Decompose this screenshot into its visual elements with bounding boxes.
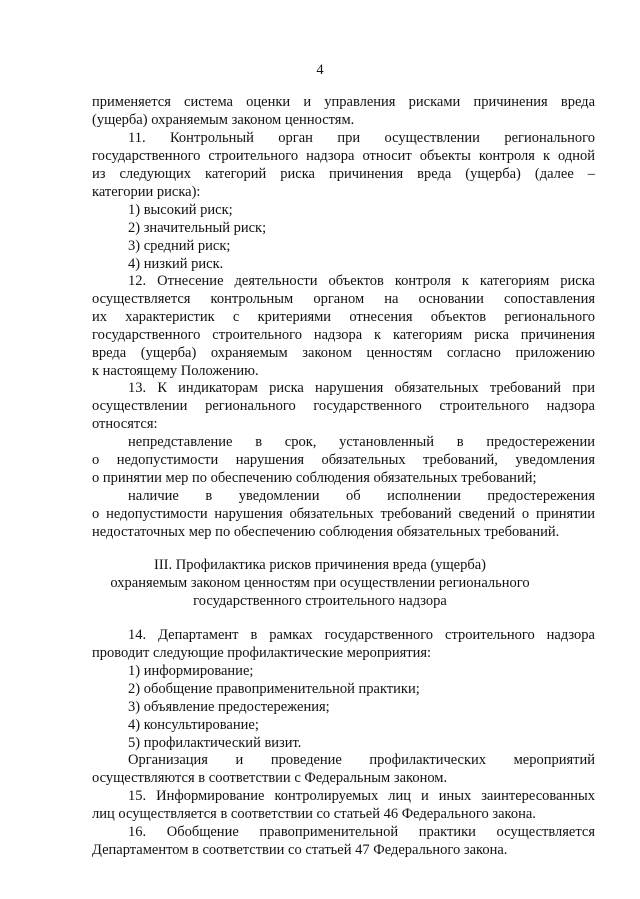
list-item: 1) высокий риск; [128,202,233,218]
text-line: применяется система оценки и управления рисками причинения вреда [92,94,595,110]
text-line: 13. К индикаторам риска нарушения обязательных требований при [128,380,595,396]
text-line: к настоящему Положению. [92,363,259,379]
list-item: 4) низкий риск. [128,256,224,272]
list-item: 4) консультирование; [128,717,259,733]
text-line: вреда (ущерба) охраняемым законом ценностям согласно приложению [92,345,595,361]
section-heading: государственного строительного надзора [193,593,447,609]
text-line: (ущерба) охраняемым законом ценностям. [92,112,355,128]
text-line: Организация и проведение профилактических мероприятий [128,752,595,768]
list-item: 1) информирование; [128,663,254,679]
text-line: проводит следующие профилактические мероприятия: [92,645,432,661]
page-number: 4 [316,62,324,78]
text-line: 15. Информирование контролируемых лиц и иных заинтересованных [128,788,595,804]
text-line: непредставление в срок, установленный в предостережении [128,434,595,450]
text-line: осуществлении регионального государственного строительного надзора [92,398,595,414]
text-line: о недопустимости нарушения обязательных требований, уведомления [92,452,595,468]
text-line: Департаментом в соответствии со статьей 47 Федерального закона. [92,842,508,858]
text-line: о принятии мер по обеспечению соблюдения обязательных требований; [92,470,537,486]
text-line: 16. Обобщение правоприменительной практики осуществляется [128,824,595,840]
text-line: осуществляется контрольным органом на основании сопоставления [92,291,595,307]
text-line: из следующих категорий риска причинения вреда (ущерба) (далее – [92,166,595,182]
text-line: относятся: [92,416,158,432]
list-item: 3) объявление предостережения; [128,699,330,715]
text-line: 14. Департамент в рамках государственного строительного надзора [128,627,595,643]
section-heading: охраняемым законом ценностям при осуществлении регионального [110,575,530,591]
text-line: 11. Контрольный орган при осуществлении регионального [128,130,595,146]
text-line: недостаточных мер по обеспечению соблюдения обязательных требований. [92,524,560,540]
list-item: 3) средний риск; [128,238,231,254]
text-line: о недопустимости нарушения обязательных требований сведений о принятии [92,506,595,522]
list-item: 5) профилактический визит. [128,735,302,751]
text-line: лиц осуществляется в соответствии со статьей 46 Федерального закона. [92,806,536,822]
section-heading: III. Профилактика рисков причинения вреда (ущерба) [153,557,487,573]
text-line: государственного строительного надзора к категориям риска причинения [92,327,595,343]
text-line: категории риска): [92,184,201,200]
text-line: их характеристик с критериями отнесения объектов регионального [92,309,595,325]
list-item: 2) обобщение правоприменительной практики; [128,681,420,697]
text-line: осуществляются в соответствии с Федеральным законом. [92,770,448,786]
text-line: 12. Отнесение деятельности объектов контроля к категориям риска [128,273,595,289]
text-line: наличие в уведомлении об исполнении предостережения [128,488,595,504]
list-item: 2) значительный риск; [128,220,267,236]
text-line: государственного строительного надзора относит объекты контроля к одной [92,148,595,164]
